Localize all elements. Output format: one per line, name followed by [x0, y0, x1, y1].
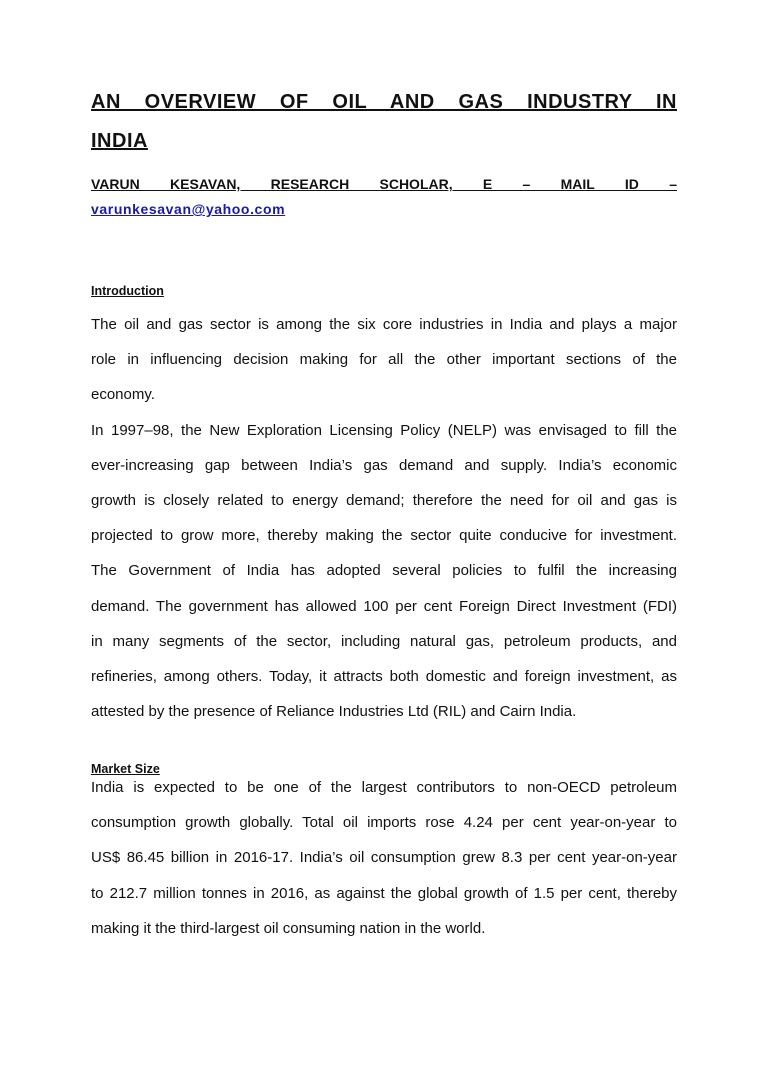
paragraph-line: US$ 86.45 billion in 2016-17. India’s oil consumption grew 8.3 per cent year-on-year — [91, 849, 677, 867]
paragraph-line: In 1997–98, the New Exploration Licensing Policy (NELP) was envisaged to fill the — [91, 421, 677, 439]
author-line: VARUN KESAVAN, RESEARCH SCHOLAR, E – MAIL ID – — [91, 176, 677, 192]
paragraph-line: role in influencing decision making for all the other important sections of the — [91, 351, 677, 369]
paragraph-line: The Government of India has adopted several policies to fulfil the increasing — [91, 562, 677, 580]
market-size-heading: Market Size — [91, 762, 160, 776]
paragraph-line: consumption growth globally. Total oil imports rose 4.24 per cent year-on-year to — [91, 814, 677, 832]
paragraph-line: ever-increasing gap between India’s gas demand and supply. India’s economic — [91, 456, 677, 474]
paragraph-line: projected to grow more, thereby making the sector quite conducive for investment. — [91, 527, 677, 545]
paragraph-line: to 212.7 million tonnes in 2016, as against the global growth of 1.5 per cent, thereby — [91, 884, 677, 902]
paragraph-line: in many segments of the sector, including natural gas, petroleum products, and — [91, 632, 677, 650]
paragraph-line: refineries, among others. Today, it attracts both domestic and foreign investment, as — [91, 668, 677, 685]
paragraph-line: demand. The government has allowed 100 per cent Foreign Direct Investment (FDI) — [91, 597, 677, 615]
email-link[interactable]: varunkesavan@yahoo.com — [91, 201, 286, 217]
paragraph-line: economy. — [91, 386, 155, 404]
paragraph-line: attested by the presence of Reliance Industries Ltd (RIL) and Cairn India. — [91, 703, 577, 721]
paragraph-line: growth is closely related to energy demand; therefore the need for oil and gas is — [91, 492, 677, 509]
introduction-heading: Introduction — [91, 284, 164, 298]
title-line-1: AN OVERVIEW OF OIL AND GAS INDUSTRY IN — [91, 91, 677, 113]
paragraph-line: India is expected to be one of the largest contributors to non-OECD petroleum — [91, 779, 677, 796]
paragraph-line: making it the third-largest oil consuming nation in the world. — [91, 919, 486, 937]
title-line-2: INDIA — [91, 130, 148, 152]
paragraph-line: The oil and gas sector is among the six core industries in India and plays a major — [91, 316, 677, 333]
